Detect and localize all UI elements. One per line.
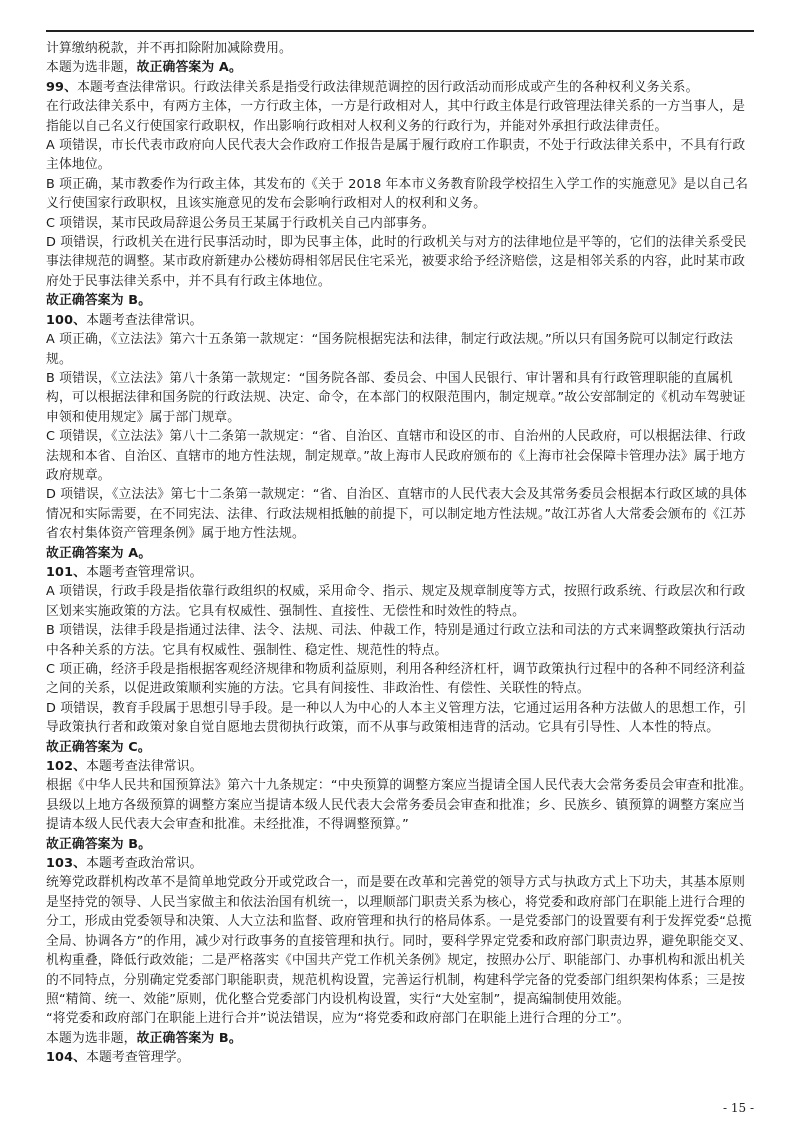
paragraph	[46, 563, 758, 582]
header-rule	[46, 30, 754, 32]
paragraph	[46, 78, 758, 97]
answer-line: 故正确答案为 A。	[46, 545, 152, 561]
paragraph: “将党委和政府部门在职能上进行合并”说法错误，应为“将党委和政府部门在职能上进行合理的分工”。	[46, 1011, 630, 1027]
text: 本题为选非题，	[46, 1030, 137, 1046]
paragraph: B 项错误，《立法法》第八十条第一款规定：“国务院各部、委员会、中国人民银行、审计署和具有行政管理职能的直属机构，可以根据法律和国务院的行政法规、决定、命令，在本部门的权限范围内，制定规章。”故公安部制定的《机动车驾驶证申领和使用规定》属于部门规章。	[46, 370, 746, 425]
answer-line: 故正确答案为 B。	[46, 293, 152, 309]
paragraph: 统筹党政群机构改革不是简单地党政分开或党政合一，而是要在改革和完善党的领导方式与执政方式上下功夫，其基本原则是坚持党的领导、人民当家做主和依法治国有机统一，以理顺部门职责关系为核心，将党委和政府部门在职能上进行合理的分工，形成由党委领导和决策、人大立法和监督、政府管理和执行的格局体系。一是党委部门的设置要有利于发挥党委“总揽全局、协调各方”的作用，减少对行政事务的直接管理和执行。同时，要科学界定党委和政府部门职责边界，避免职能交叉、机构重叠，降低行政效能；二是严格落实《中国共产党工作机关条例》规定，按照办公厅、职能部门、办事机构和派出机关的不同特点，分别确定党委部门职能职责，规范机构设置，完善运行机制，构建科学完备的党委部门组织架构体系；三是按照“精简、统一、效能”原则，优化整合党委部门内设机构设置，实行“大处室制”，提高编制使用效能。	[46, 875, 752, 1007]
paragraph: 根据《中华人民共和国预算法》第六十九条规定：“中央预算的调整方案应当提请全国人民代表大会常务委员会审查和批准。县级以上地方各级预算的调整方案应当提请本级人民代表大会常务委员会审查和批准；乡、民族乡、镇预算的调整方案应当提请本级人民代表大会审查和批准。未经批准，不得调整预算。”	[46, 778, 752, 833]
answer-text: 故正确答案为 B。	[136, 1030, 242, 1046]
paragraph: B 项错误，法律手段是指通过法律、法令、法规、司法、仲裁工作，特别是通过行政立法和司法的方式来调整政策执行活动中各种关系的方法。它具有权威性、强制性、稳定性、规范性的特点。	[46, 623, 746, 658]
paragraph	[46, 1029, 758, 1048]
text: 本题考查管理学。	[86, 1050, 190, 1066]
question-number: 101、	[46, 564, 87, 580]
paragraph	[46, 311, 758, 330]
paragraph: C 项错误，《立法法》第八十二条第一款规定：“省、自治区、直辖市和设区的市、自治州的人民政府，可以根据法律、行政法规和本省、自治区、直辖市的地方性法规，制定规章。”故上海市人民政府颁布的《上海市社会保障卡管理办法》属于地方政府规章。	[46, 429, 746, 483]
paragraph: C 项错误，某市民政局辞退公务员王某属于行政机关自己内部事务。	[46, 215, 435, 231]
text: 本题考查法律常识。行政法律关系是指受行政法律规范调控的因行政活动而形成或产生的各种权利义务关系。	[77, 79, 699, 95]
question-number: 103、	[46, 856, 87, 872]
paragraph: C 项正确，经济手段是指根据客观经济规律和物质利益原则，利用各种经济杠杆，调节政策执行过程中的各种不同经济利益之间的关系，以促进政策顺利实施的方法。它具有间接性、非政治性、有偿性、关联性的特点。	[46, 662, 746, 697]
paragraph	[46, 757, 758, 776]
answer-line: 故正确答案为 B。	[46, 836, 152, 852]
paragraph: 在行政法律关系中，有两方主体，一方行政主体，一方是行政相对人，其中行政主体是行政管理法律关系的一方当事人，是指能以自己名义行使国家行政职权，作出影响行政相对人权利义务的行政行为，并能对外承担行政法律责任。	[46, 99, 746, 134]
text: 本题考查政治常识。	[86, 856, 203, 872]
text: 本题考查法律常识。	[86, 759, 203, 775]
paragraph	[46, 1048, 758, 1067]
paragraph	[46, 58, 758, 77]
paragraph: B 项正确，某市教委作为行政主体，其发布的《关于 2018 年本市义务教育阶段学校招生入学工作的实施意见》是以自己名义行使国家行政职权，且该实施意见的发布会影响行政相对人的权利和义务。	[46, 176, 749, 212]
page-number: - 15 -	[722, 1101, 754, 1115]
text: 本题考查管理常识。	[86, 564, 203, 580]
text: 本题为选非题，	[46, 60, 137, 76]
paragraph: D 项错误，《立法法》第七十二条第一款规定：“省、自治区、直辖市的人民代表大会及其常务委员会根据本行政区域的具体情况和实际需要，在不同宪法、法律、行政法规相抵触的前提下，可以制定地方性法规。”故江苏省人大常委会颁布的《江苏省农村集体资产管理条例》属于地方性法规。	[46, 487, 747, 542]
document-body	[46, 39, 758, 1068]
question-number: 100、	[46, 312, 87, 328]
question-number: 104、	[46, 1050, 87, 1066]
answer-text: 故正确答案为 A。	[136, 60, 242, 76]
paragraph: A 项正确，《立法法》第六十五条第一款规定：“国务院根据宪法和法律，制定行政法规。”所以只有国务院可以制定行政法规。	[46, 332, 734, 367]
question-number: 102、	[46, 759, 87, 775]
paragraph	[46, 854, 758, 873]
paragraph: D 项错误，行政机关在进行民事活动时，即为民事主体，此时的行政机关与对方的法律地位是平等的，它们的法律关系受民事法律规范的调整。某市政府新建办公楼妨碍相邻居民住宅采光，被要求给予经济赔偿，这是相邻关系的内容，此时某市政府处于民事法律关系中，并不具有行政主体地位。	[46, 235, 747, 289]
question-number: 99、	[46, 79, 78, 95]
paragraph: D 项错误，教育手段属于思想引导手段。是一种以人为中心的人本主义管理方法，它通过运用各种方法做人的思想工作，引导政策执行者和政策对象自觉自愿地去贯彻执行政策，而不从事与政策相违背的活动。它具有引导性、人本性的特点。	[46, 700, 747, 736]
paragraph: A 项错误，行政手段是指依靠行政组织的权威，采用命令、指示、规定及规章制度等方式，按照行政系统、行政层次和行政区划来实施政策的方法。它具有权威性、强制性、直接性、无偿性和时效性的特点。	[46, 584, 746, 619]
answer-line: 故正确答案为 C。	[46, 739, 151, 755]
paragraph: A 项错误，市长代表市政府向人民代表大会作政府工作报告是属于履行政府工作职责，不处于行政法律关系中，不具有行政主体地位。	[46, 138, 746, 173]
text: 本题考查法律常识。	[86, 312, 203, 328]
paragraph: 计算缴纳税款，并不再扣除附加减除费用。	[46, 41, 292, 56]
